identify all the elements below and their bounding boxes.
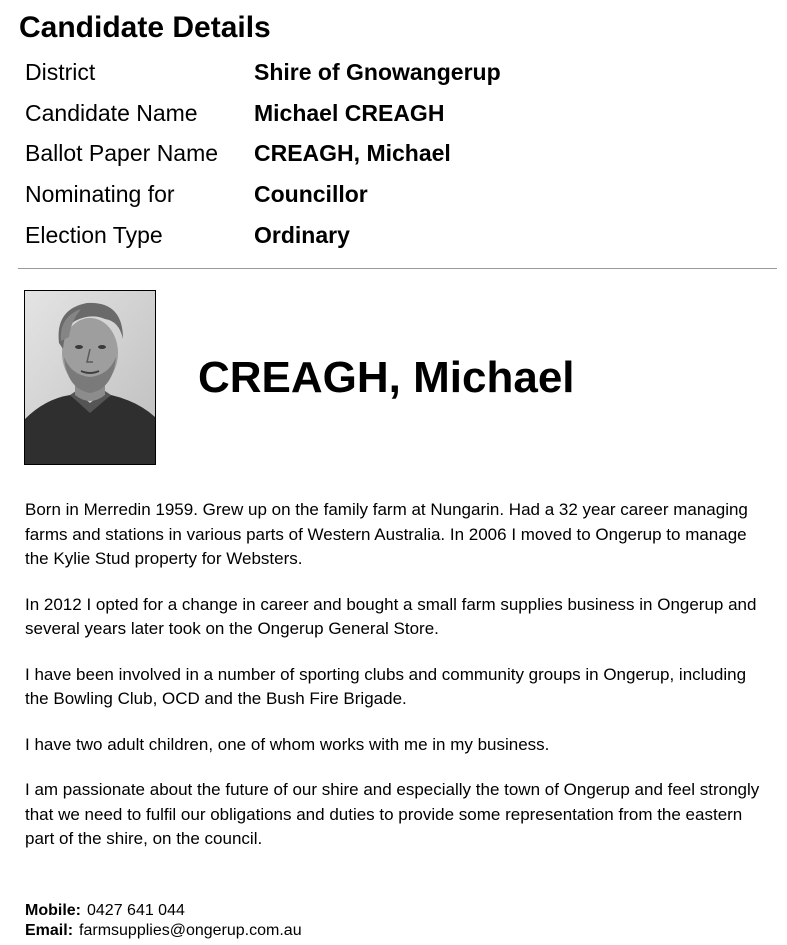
page-title: Candidate Details: [19, 11, 271, 44]
contact-row-email: [25, 921, 302, 941]
candidate-details-table: [25, 52, 501, 256]
candidate-portrait-icon: [25, 291, 155, 464]
statement-paragraph: In 2012 I opted for a change in career and bought a small farm supplies business in Ongerup and several years later took on the Ongerup General Store.: [25, 594, 757, 638]
contact-row-mobile: [25, 901, 302, 921]
statement-paragraph: I am passionate about the future of our shire and especially the town of Ongerup and feel strongly that we need to fulfil our obligations and duties to provide some representation from the eastern part of the shire, on the council.: [25, 780, 760, 848]
contact-details: [25, 901, 302, 941]
candidate-statement: [25, 498, 773, 873]
statement-paragraph: I have two adult children, one of whom works with me in my business.: [25, 734, 550, 754]
mobile-label: Mobile:: [25, 902, 81, 919]
email-label: Email:: [25, 922, 74, 939]
details-value: Shire of Gnowangerup: [254, 58, 501, 85]
statement-paragraph: Born in Merredin 1959. Grew up on the family farm at Nungarin. Had a 32 year career managing farms and stations in various parts of Western Australia. In 2006 I moved to Ongerup to manage the Kylie Stud property for Websters.: [25, 500, 748, 568]
details-label: Candidate Name: [25, 99, 198, 126]
details-label: District: [25, 58, 96, 85]
details-row-candidate-name: [25, 93, 501, 134]
candidate-photo: [24, 290, 156, 465]
details-value: CREAGH, Michael: [254, 140, 451, 167]
details-label: Election Type: [25, 222, 163, 249]
statement-paragraph: I have been involved in a number of sporting clubs and community groups in Ongerup, including the Bowling Club, OCD and the Bush Fire Brigade.: [25, 664, 747, 708]
candidate-name-heading: CREAGH, Michael: [198, 353, 575, 402]
details-row-ballot-paper-name: [25, 134, 501, 175]
details-row-district: [25, 52, 501, 93]
details-label: Nominating for: [25, 181, 175, 208]
details-row-nominating-for: [25, 174, 501, 215]
mobile-number: 0427 641 044: [87, 902, 185, 919]
details-value: Michael CREAGH: [254, 99, 445, 126]
details-label: Ballot Paper Name: [25, 140, 219, 167]
details-value: Councillor: [254, 181, 368, 208]
email-address: farmsupplies@ongerup.com.au: [79, 922, 302, 939]
details-value: Ordinary: [254, 222, 350, 249]
section-divider: [18, 268, 777, 269]
details-row-election-type: [25, 215, 501, 256]
